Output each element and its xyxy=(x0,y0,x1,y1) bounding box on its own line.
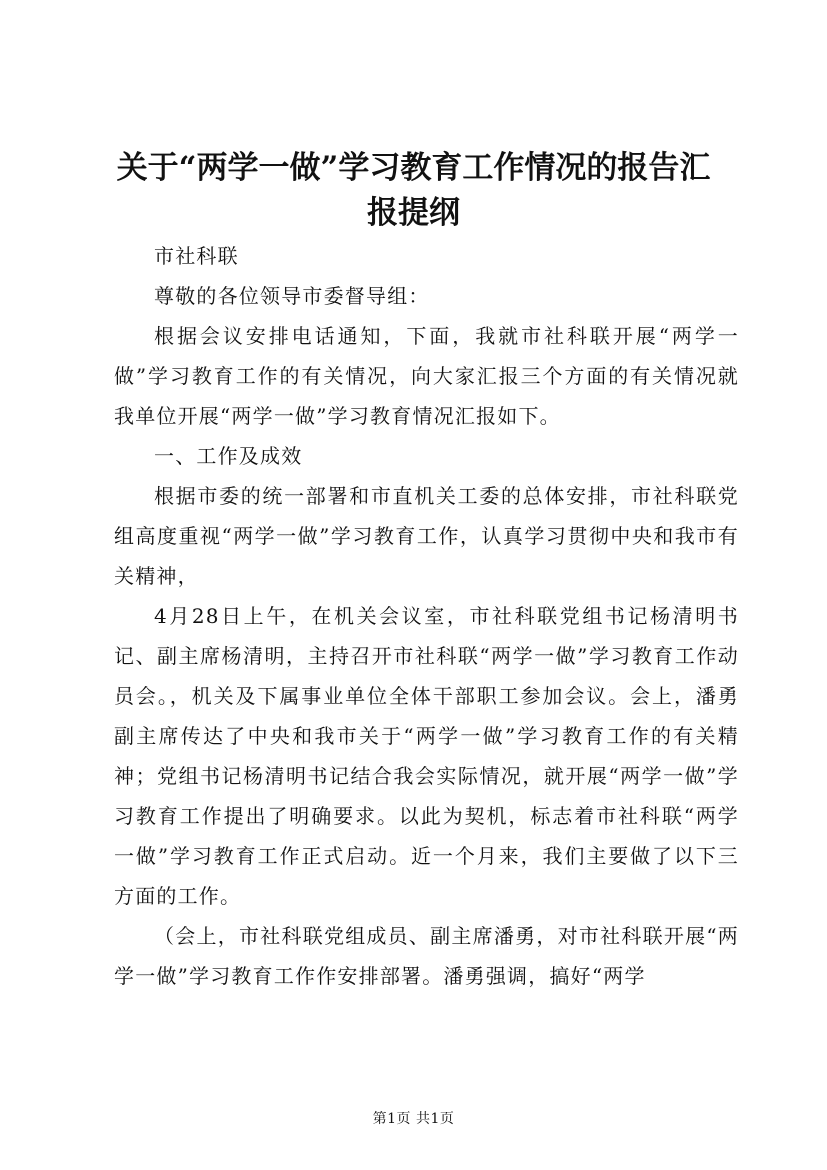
body-paragraph: 根据市委的统一部署和市直机关工委的总体安排，市社科联党组高度重视“两学一做”学习教育工作，认真学习贯彻中央和我市有关精神， xyxy=(114,484,739,588)
document-title xyxy=(100,146,727,236)
body-paragraph: 4月28日上午，在机关会议室，市社科联党组书记杨清明书记、副主席杨清明，主持召开市社科联“两学一做”学习教育工作动员会。，机关及下属事业单位全体干部职工参加会议。会上，潘勇副主席传达了中央和我市关于“两学一做”学习教育工作的有关精神；党组书记杨清明书记结合我会实际情况，就开展“两学一做”学习教育工作提出了明确要求。以此为契机，标志着市社科联“两学一做”学习教育工作正式启动。近一个月来，我们主要做了以下三方面的工作。 xyxy=(114,604,739,908)
body-paragraph: （会上，市社科联党组成员、副主席潘勇，对市社科联开展“两学一做”学习教育工作作安排部署。潘勇强调，搞好“两学 xyxy=(114,924,739,988)
body-paragraph: 根据会议安排电话通知，下面，我就市社科联开展“两学一做”学习教育工作的有关情况，向大家汇报三个方面的有关情况就我单位开展“两学一做”学习教育情况汇报如下。 xyxy=(114,324,739,428)
page-footer: 第1页 共1页 xyxy=(372,1111,455,1127)
document-body xyxy=(114,236,739,996)
section-heading: 一、工作及成效 xyxy=(154,444,303,468)
title-line-1: 关于“两学一做”学习教育工作情况的报告汇 xyxy=(116,150,711,186)
author-line: 市社科联 xyxy=(154,244,239,268)
salutation: 尊敬的各位领导市委督导组： xyxy=(154,284,430,308)
title-line-2: 报提纲 xyxy=(367,195,460,231)
